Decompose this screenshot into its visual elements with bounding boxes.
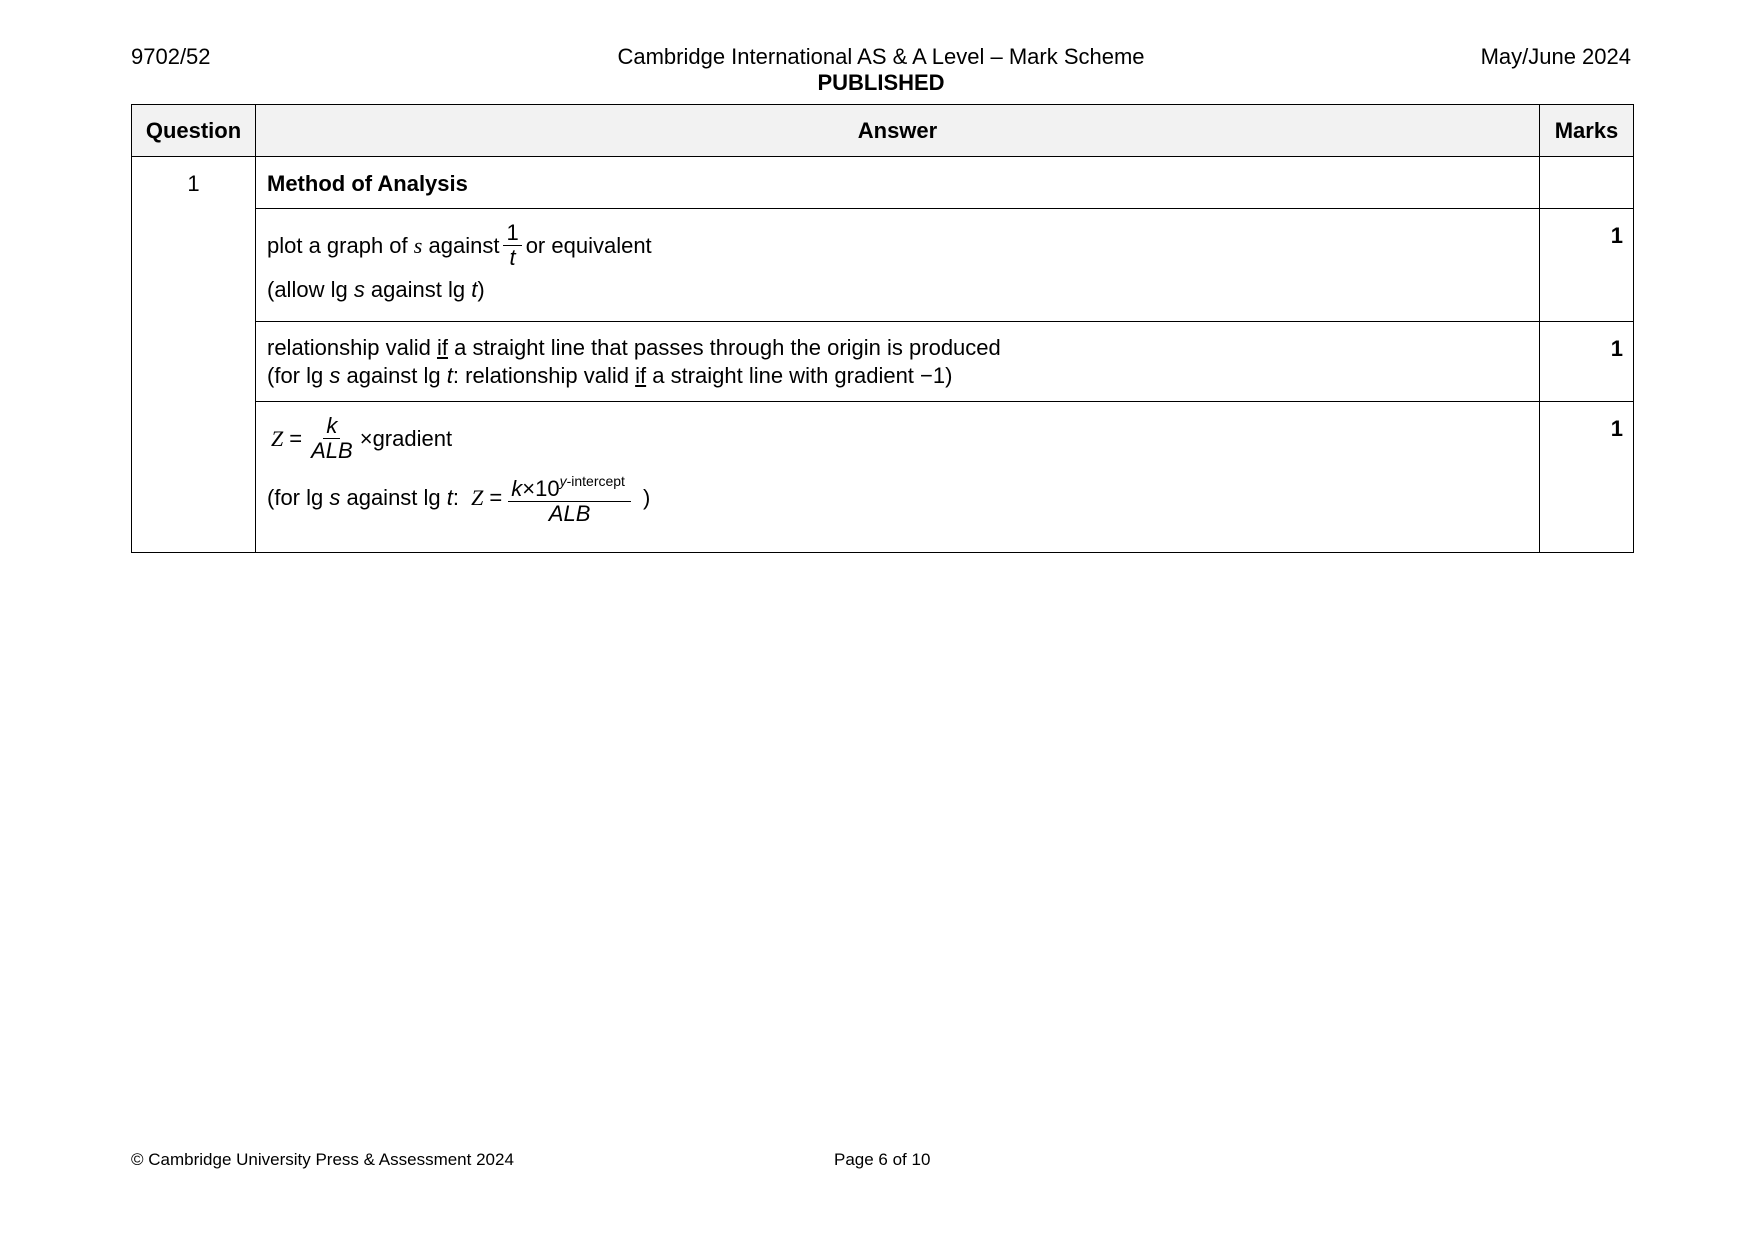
variable-t: t [446,363,453,388]
mark-value: 1 [1540,402,1634,553]
answer-cell [256,209,1540,322]
answer-text: : relationship valid [452,363,636,388]
variable-z: Z [271,425,284,451]
times-sign: × [522,476,536,501]
underlined-if: if [436,335,448,360]
answer-text: : [452,484,466,510]
answer-text: against lg [340,363,447,388]
answer-text: (allow lg [267,277,354,302]
variable-z: Z [471,484,484,510]
marks-column-header: Marks [1540,105,1634,157]
answer-text: gradient [372,425,453,451]
fraction-denominator: t [509,245,516,270]
answer-column-header: Answer [256,105,1540,157]
mark-scheme-table [131,104,1634,553]
answer-text: against [428,232,500,258]
fraction-denominator: ALB [311,438,353,463]
fraction-numerator: k [323,414,340,439]
answer-text: a straight line that passes through the origin is produced [447,335,1001,360]
section-title: Method of Analysis [256,157,1540,209]
published-label: PUBLISHED [817,70,945,95]
formula-line [267,414,1528,463]
answer-line [267,221,1528,270]
answer-text: (for lg [267,363,330,388]
marks-cell [1540,157,1634,209]
variable-s: s [413,232,423,258]
fraction-k-over-alb [308,414,356,463]
paper-code: 9702/52 [131,44,211,69]
fraction-intercept-formula [508,469,631,526]
answer-text: a straight line with gradient −1) [646,363,953,388]
underlined-if: if [635,363,647,388]
answer-line [267,334,1528,362]
mark-value: 1 [1540,209,1634,322]
answer-text: 10 [535,476,560,501]
formula-line [267,469,1528,526]
answer-line [267,362,1528,390]
superscript-y-intercept [560,473,625,489]
variable-s: s [329,484,341,510]
mark-value: 1 [1540,322,1634,402]
answer-text: against lg [364,277,472,302]
answer-text: against lg [340,484,447,510]
question-column-header: Question [132,105,256,157]
variable-t: t [446,484,453,510]
answer-text: ) [477,277,485,302]
fraction-numerator: 1 [503,221,521,246]
answer-cell [256,322,1540,402]
variable-t: t [471,277,478,302]
fraction-numerator [508,469,631,502]
equals-sign: = [489,484,503,510]
table-row [132,402,1634,553]
question-number: 1 [132,157,256,553]
document-title: Cambridge International AS & A Level – Mark Scheme [617,44,1145,69]
variable-s: s [329,363,341,388]
answer-text: relationship valid [267,335,437,360]
table-row [132,157,1634,209]
table-row [132,322,1634,402]
fraction-one-over-t [503,221,521,270]
table-row [132,209,1634,322]
answer-text: (for lg [267,484,330,510]
answer-text: plot a graph of [267,232,408,258]
variable-k: k [511,476,523,501]
answer-text: or equivalent [525,232,652,258]
table-header-row [132,105,1634,157]
answer-text: -intercept [566,473,625,489]
variable-y: y [559,473,567,489]
times-sign: × [359,425,373,451]
answer-cell [256,402,1540,553]
equals-sign: = [289,425,303,451]
exam-session: May/June 2024 [1480,44,1631,69]
copyright-notice: © Cambridge University Press & Assessment 2024 [131,1150,514,1169]
page-number: Page 6 of 10 [834,1150,931,1169]
fraction-denominator: ALB [548,501,591,526]
variable-s: s [353,277,365,302]
answer-text: ) [642,484,651,510]
answer-line [267,276,1528,304]
